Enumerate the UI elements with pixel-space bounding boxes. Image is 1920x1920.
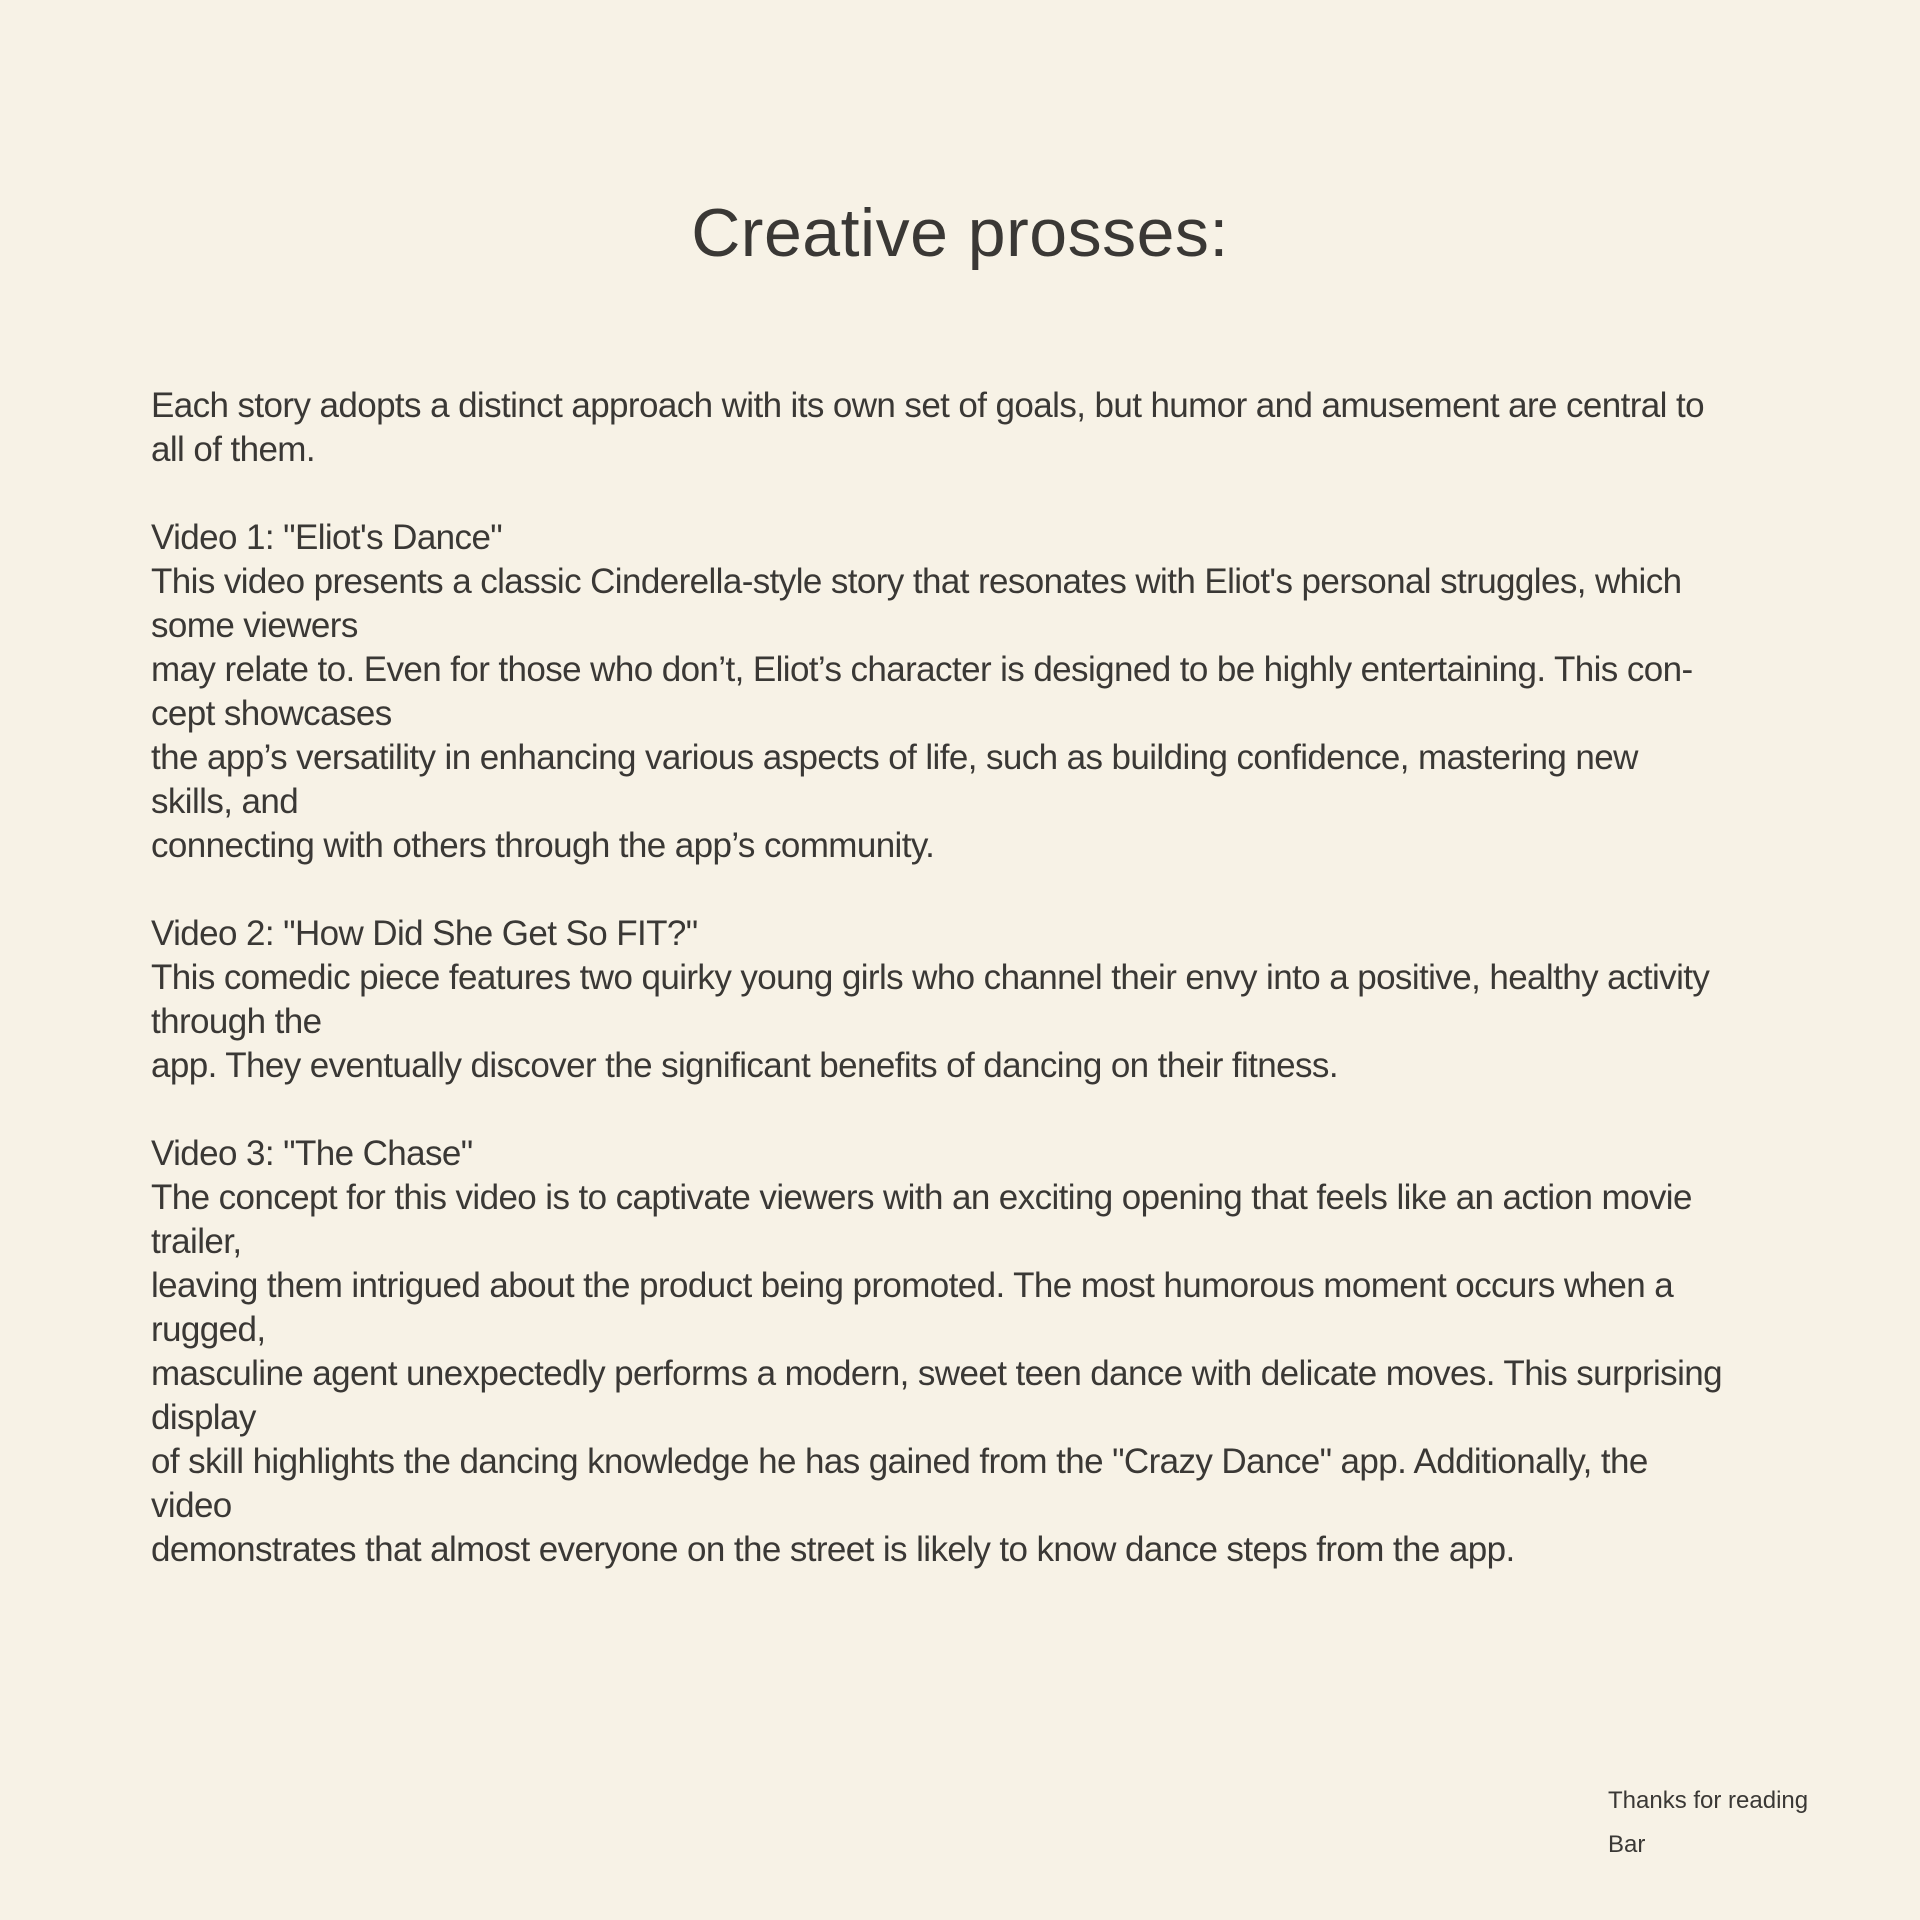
video-3-heading: Video 3: "The Chase": [151, 1134, 473, 1173]
body-text: [151, 384, 1791, 1572]
signoff-thanks: Thanks for reading: [1608, 1787, 1809, 1814]
intro-line: all of them.: [151, 430, 315, 469]
paragraph-gap: [151, 472, 1791, 516]
video-2-text-line: through the: [151, 1002, 322, 1041]
video-2-text-line: app. They eventually discover the significant benefits of dancing on their fitness.: [151, 1046, 1338, 1085]
video-3-text-line: masculine agent unexpectedly performs a modern, sweet teen dance with delicate moves. This surprising: [151, 1354, 1722, 1393]
video-2-heading: Video 2: "How Did She Get So FIT?": [151, 914, 698, 953]
video-3-text-line: trailer,: [151, 1222, 242, 1261]
video-1-heading: Video 1: "Eliot's Dance": [151, 518, 503, 557]
paragraph-gap: [151, 1088, 1791, 1132]
video-1-text-line: cept showcases: [151, 694, 392, 733]
video-3-text-line: video: [151, 1486, 232, 1525]
video-3-text-line: of skill highlights the dancing knowledge he has gained from the "Crazy Dance" app. Additionally, the: [151, 1442, 1648, 1481]
video-1-text-line: This video presents a classic Cinderella-style story that resonates with Eliot's personal struggles, which: [151, 562, 1682, 601]
video-1-text-line: skills, and: [151, 782, 299, 821]
signoff-author: Bar: [1608, 1831, 1646, 1858]
video-3-text-line: leaving them intrigued about the product being promoted. The most humorous moment occurs when a: [151, 1266, 1674, 1305]
video-2-text-line: This comedic piece features two quirky young girls who channel their envy into a positive, healthy activity: [151, 958, 1710, 997]
signoff: [1608, 1779, 1808, 1867]
video-1-text-line: some viewers: [151, 606, 358, 645]
video-1-text-line: may relate to. Even for those who don’t, Eliot’s character is designed to be highly entertaining. This con-: [151, 650, 1693, 689]
video-1-text-line: the app’s versatility in enhancing various aspects of life, such as building confidence, mastering new: [151, 738, 1638, 777]
video-3-text-line: demonstrates that almost everyone on the street is likely to know dance steps from the app.: [151, 1530, 1515, 1569]
intro-line: Each story adopts a distinct approach with its own set of goals, but humor and amusement are central to: [151, 386, 1704, 425]
page-title: Creative prosses:: [691, 195, 1229, 271]
paragraph-gap: [151, 868, 1791, 912]
video-3-text-line: The concept for this video is to captivate viewers with an exciting opening that feels like an action movie: [151, 1178, 1692, 1217]
video-3-text-line: rugged,: [151, 1310, 266, 1349]
video-1-text-line: connecting with others through the app’s community.: [151, 826, 935, 865]
video-3-text-line: display: [151, 1398, 256, 1437]
